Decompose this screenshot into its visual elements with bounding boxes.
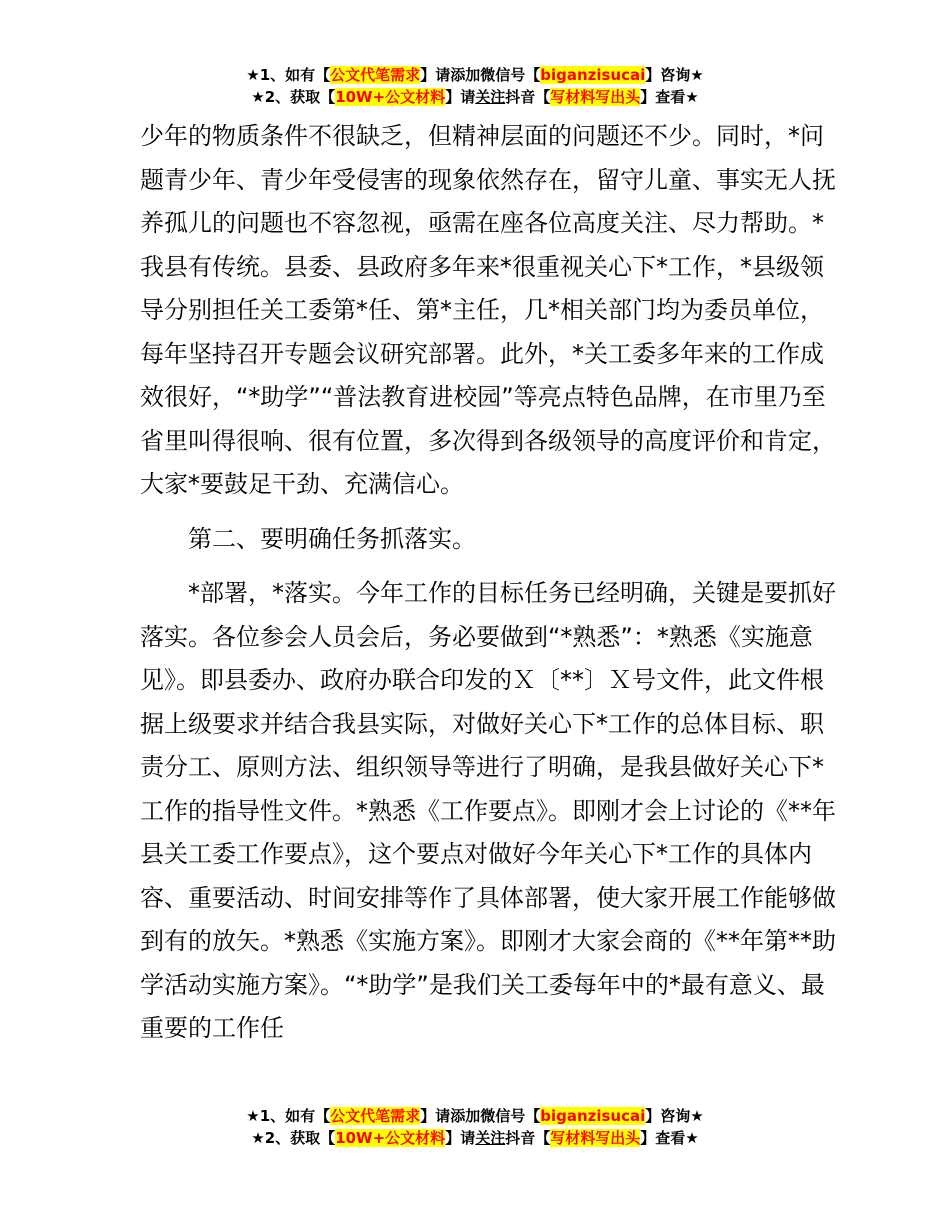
footer-line-2-middle-a: 】请 bbox=[445, 1129, 476, 1147]
header-line-2-highlight-1: 10W+公文材料 bbox=[335, 88, 446, 106]
header-line-1 bbox=[0, 64, 950, 86]
header-banner bbox=[0, 64, 950, 108]
header-line-1-middle: 】请添加微信号【 bbox=[420, 66, 541, 84]
footer-line-2-highlight-1: 10W+公文材料 bbox=[335, 1129, 446, 1147]
paragraph-3: *部署，*落实。今年工作的目标任务已经明确，关键是要抓好落实。各位参会人员会后，务必要做到“*熟悉”：*熟悉《实施意见》。即县委办、政府办联合印发的Ｘ〔**〕Ｘ号文件，此文件根据上级要求并结合我县实际，对做好关心下*工作的总体目标、职责分工、原则方法、组织领导等进行了明确，是我县做好关心下*工作的指导性文件。*熟悉《工作要点》。即刚才会上讨论的《**年县关工委工作要点》，这个要点对做好今年关心下*工作的具体内容、重要活动、时间安排等作了具体部署，使大家开展工作能够做到有的放矢。*熟悉《实施方案》。即刚才大家会商的《**年第**助学活动实施方案》。“*助学”是我们关工委每年中的*最有意义、最重要的工作任 bbox=[140, 579, 836, 1042]
header-line-2-middle-a: 】请 bbox=[445, 88, 476, 106]
header-line-1-highlight-2: biganzisucai bbox=[540, 66, 646, 84]
footer-line-2-underlined: 关注 bbox=[475, 1129, 506, 1147]
paragraph-1: 少年的物质条件不很缺乏，但精神层面的问题还不少。同时，*问题青少年、青少年受侵害的现象依然存在，留守儿童、事实无人抚养孤儿的问题也不容忽视，亟需在座各位高度关注、尽力帮助。*我县有传统。县委、县政府多年来*很重视关心下*工作，*县级领导分别担任关工委第*任、第*主任，几*相关部门均为委员单位，每年坚持召开专题会议研究部署。此外，*关工委多年来的工作成效很好，“*助学”“普法教育进校园”等亮点特色品牌，在市里乃至省里叫得很响、很有位置，多次得到各级领导的高度评价和肯定，大家*要鼓足干劲、充满信心。 bbox=[140, 122, 836, 498]
header-line-1-prefix: ★1、如有【 bbox=[246, 66, 331, 84]
footer-line-1-middle: 】请添加微信号【 bbox=[420, 1107, 541, 1125]
header-line-2 bbox=[0, 86, 950, 108]
header-line-1-highlight-1: 公文代笔需求 bbox=[330, 66, 421, 84]
footer-line-2 bbox=[0, 1127, 950, 1149]
footer-line-1 bbox=[0, 1105, 950, 1127]
footer-banner bbox=[0, 1105, 950, 1149]
footer-line-2-suffix: 】查看★ bbox=[640, 1129, 699, 1147]
footer-line-1-prefix: ★1、如有【 bbox=[246, 1107, 331, 1125]
paragraph-2-heading: 第二、要明确任务抓落实。 bbox=[188, 524, 476, 553]
header-line-2-prefix: ★2、获取【 bbox=[251, 88, 336, 106]
footer-line-2-middle-b: 抖音【 bbox=[505, 1129, 551, 1147]
footer-line-1-suffix: 】咨询★ bbox=[645, 1107, 704, 1125]
footer-line-1-highlight-1: 公文代笔需求 bbox=[330, 1107, 421, 1125]
header-line-1-suffix: 】咨询★ bbox=[645, 66, 704, 84]
footer-line-1-highlight-2: biganzisucai bbox=[540, 1107, 646, 1125]
header-line-2-middle-b: 抖音【 bbox=[505, 88, 551, 106]
footer-line-2-highlight-2: 写材料写出头 bbox=[550, 1129, 641, 1147]
document-body bbox=[140, 115, 840, 1051]
header-line-2-suffix: 】查看★ bbox=[640, 88, 699, 106]
footer-line-2-prefix: ★2、获取【 bbox=[251, 1129, 336, 1147]
header-line-2-underlined: 关注 bbox=[475, 88, 506, 106]
header-line-2-highlight-2: 写材料写出头 bbox=[550, 88, 641, 106]
